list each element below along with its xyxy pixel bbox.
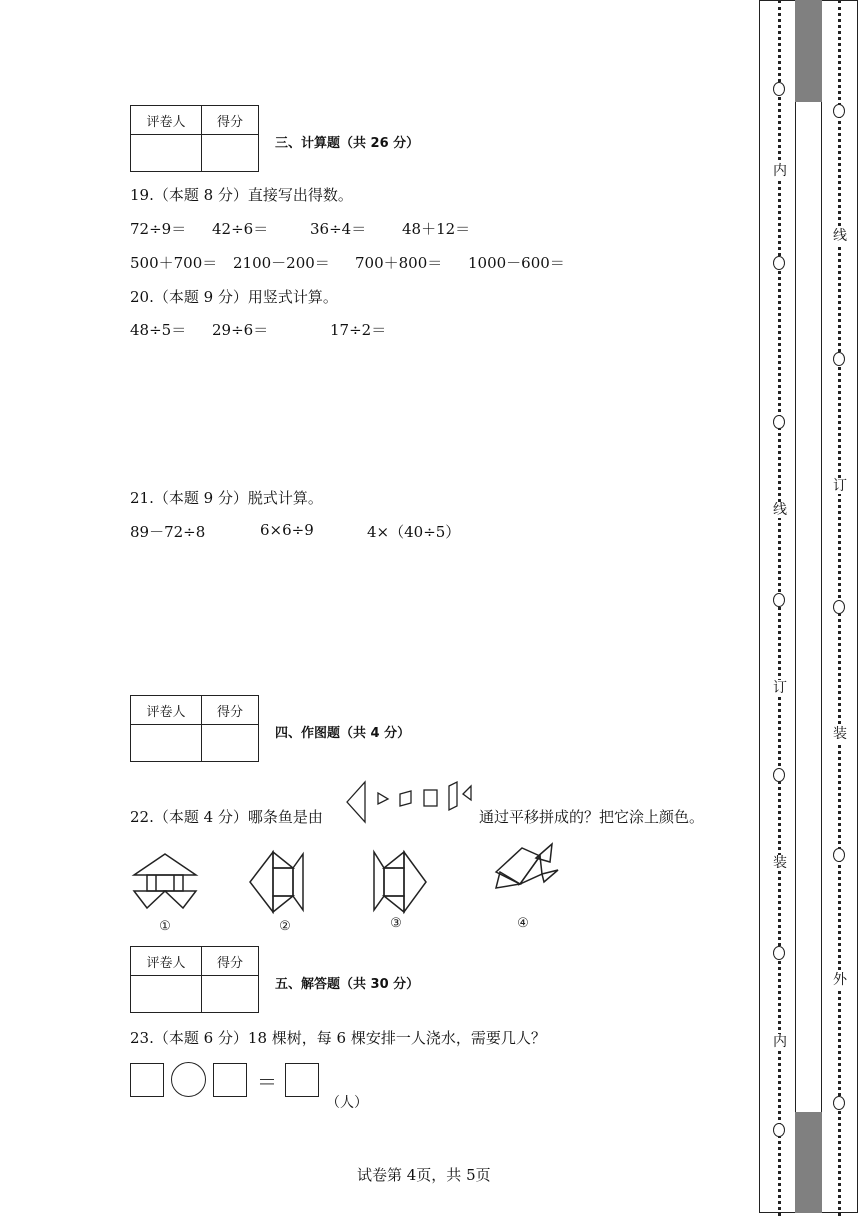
fish-2-shape [250, 852, 303, 912]
q20-row [130, 319, 386, 340]
q22-prefix: 22.（本题 4 分）哪条鱼是由 [130, 808, 323, 826]
binding-circle [773, 82, 785, 96]
margin-char: 线 [833, 228, 847, 244]
fish-1-shape [134, 854, 196, 908]
q20-item: 29÷6＝ [212, 321, 269, 339]
binding-circle [773, 415, 785, 429]
piece-parallelogram-small [400, 791, 411, 806]
q19-row2 [130, 252, 565, 273]
q23-title: 23.（本题 6 分）18 棵树，每 6 棵安排一人浇水，需要几人？ [130, 1029, 546, 1047]
section-5-title: 五、解答题（共 30 分） [275, 977, 420, 992]
score-cell[interactable] [202, 976, 259, 1013]
q22-suffix: 通过平移拼成的？把它涂上颜色。 [479, 808, 705, 826]
fish-label-1: ① [159, 919, 171, 934]
binding-circle [833, 352, 845, 366]
gray-band-bottom [795, 1112, 822, 1213]
binding-circle [833, 600, 845, 614]
grader-label: 评卷人 [131, 947, 202, 976]
q19-item: 48＋12＝ [402, 220, 471, 238]
fish-label-2: ② [279, 919, 291, 934]
grader-cell[interactable] [131, 725, 202, 762]
binding-circle [833, 1096, 845, 1110]
piece-square [424, 790, 437, 806]
operator-circle[interactable] [171, 1062, 206, 1097]
score-box-section-3 [130, 105, 259, 172]
unit-label: （人） [326, 1095, 368, 1111]
q19-item: 700＋800＝ [355, 254, 443, 272]
margin-char: 外 [833, 972, 847, 988]
grader-cell[interactable] [131, 135, 202, 172]
answer-box-1[interactable] [130, 1063, 164, 1097]
q20-item: 17÷2＝ [330, 321, 387, 339]
q19-title: 19.（本题 8 分）直接写出得数。 [130, 186, 353, 204]
fish-label-3: ③ [390, 916, 402, 931]
fish-4-shape [496, 844, 558, 888]
q21-row [130, 521, 460, 542]
margin-char: 装 [833, 726, 847, 742]
binding-circle [833, 848, 845, 862]
page-footer: 试卷第 4页，共 5页 [357, 1166, 491, 1184]
margin-char: 装 [773, 855, 787, 871]
equals-sign: ＝ [257, 1070, 277, 1094]
q21-item: 4×（40÷5） [367, 523, 461, 541]
score-cell[interactable] [202, 725, 259, 762]
margin-band [795, 102, 822, 1112]
grader-label: 评卷人 [131, 106, 202, 135]
score-cell[interactable] [202, 135, 259, 172]
grader-cell[interactable] [131, 976, 202, 1013]
q19-item: 1000－600＝ [468, 254, 565, 272]
score-box-section-5 [130, 946, 259, 1013]
piece-triangle-large [347, 782, 365, 822]
section-4-title: 四、作图题（共 4 分） [275, 726, 411, 741]
q19-row1 [130, 218, 470, 239]
q19-item: 500＋700＝ [130, 254, 218, 272]
margin-char: 内 [773, 1034, 787, 1050]
binding-circle [773, 946, 785, 960]
score-label: 得分 [202, 696, 259, 725]
q21-title: 21.（本题 9 分）脱式计算。 [130, 489, 323, 507]
piece-triangle-small [378, 793, 388, 804]
grader-label: 评卷人 [131, 696, 202, 725]
binding-circle [773, 256, 785, 270]
fish-options-figure [128, 838, 568, 934]
margin-char: 订 [773, 680, 787, 696]
binding-circle [833, 104, 845, 118]
margin-char: 线 [773, 502, 787, 518]
piece-parallelogram [449, 782, 457, 810]
piece-triangle-right [463, 786, 471, 800]
answer-box-result[interactable] [285, 1063, 319, 1097]
gray-band-top [795, 0, 822, 102]
fish-pieces-figure [345, 778, 477, 824]
score-label: 得分 [202, 106, 259, 135]
score-box-section-4 [130, 695, 259, 762]
q20-title: 20.（本题 9 分）用竖式计算。 [130, 288, 338, 306]
margin-char: 内 [773, 163, 787, 179]
q20-item: 48÷5＝ [130, 321, 187, 339]
binding-circle [773, 1123, 785, 1137]
q19-item: 72÷9＝ [130, 220, 187, 238]
margin-char: 订 [833, 478, 847, 494]
q19-item: 2100－200＝ [233, 254, 330, 272]
answer-box-2[interactable] [213, 1063, 247, 1097]
q21-item: 6×6÷9 [260, 521, 314, 539]
q19-item: 42÷6＝ [212, 220, 269, 238]
score-label: 得分 [202, 947, 259, 976]
fish-3-shape [374, 852, 426, 912]
fish-label-4: ④ [517, 916, 529, 931]
section-3-title: 三、计算题（共 26 分） [275, 136, 420, 151]
q19-item: 36÷4＝ [310, 220, 367, 238]
binding-circle [773, 593, 785, 607]
binding-circle [773, 768, 785, 782]
q21-item: 89－72÷8 [130, 523, 206, 541]
